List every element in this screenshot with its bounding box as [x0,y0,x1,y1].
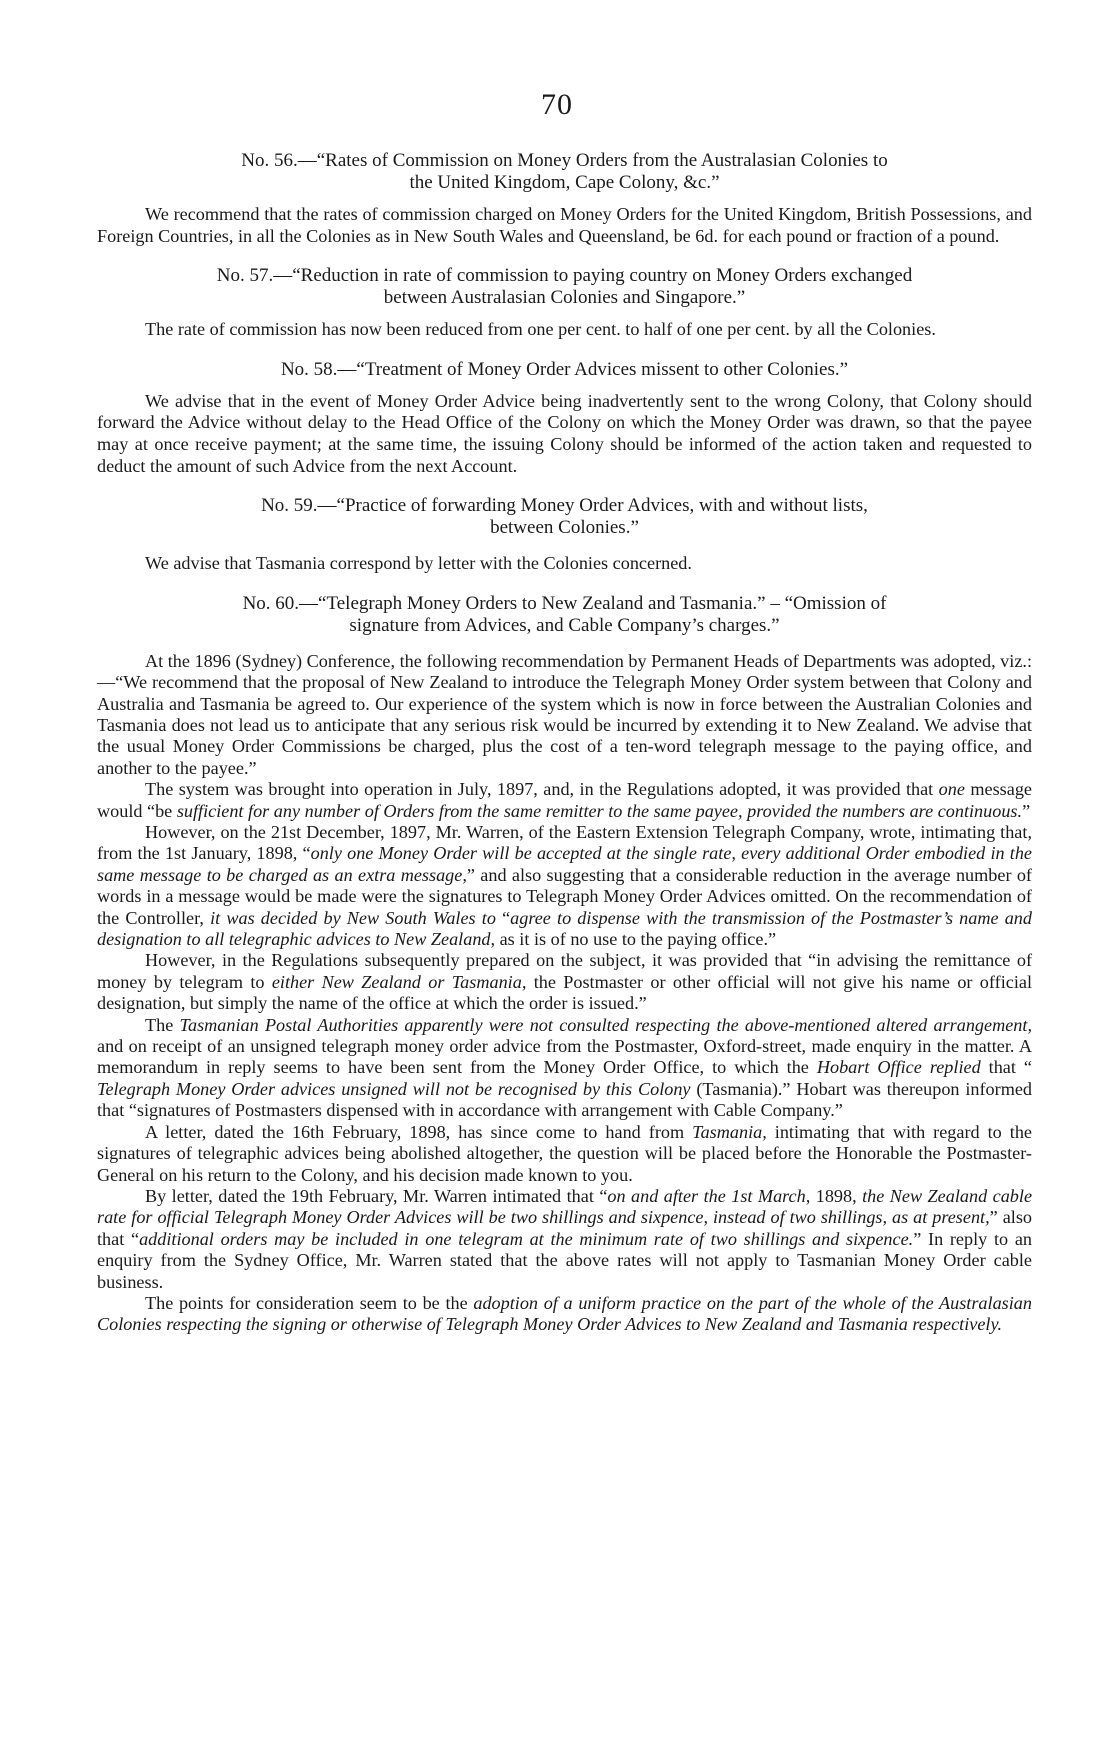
p2-italic-b: one [938,779,965,800]
p5-text-c: and on receipt of an unsigned telegraph money order advice from the Postmaster, Oxford-street, made enquiry in the matter. A memorandum in reply seems to have been sent from the Money Order Office, to which the [97,1036,1032,1078]
section-59-heading-line-2: between Colonies.” [490,517,639,539]
p3-text-g: as it is of no use to the paying office.” [495,929,777,950]
p3-italic-d: it was decided by New South Wales to [210,907,496,928]
section-57-heading [142,265,987,309]
p3-text-e: “ [495,907,511,928]
p5-italic-b: Tasmanian Postal Authorities apparently were not consulted respecting the above-mentioned altered arrangement, [179,1014,1032,1035]
section-60-paragraph-7 [97,1186,1032,1293]
section-59-heading-line-1: No. 59.—“Practice of forwarding Money Order Advices, with and without lists, [261,495,868,517]
page-number: 70 [541,88,573,121]
section-60-paragraph-2 [97,779,1032,822]
p5-italic-d: Hobart Office replied [816,1057,981,1078]
section-58-paragraph: We advise that in the event of Money Order Advice being inadvertently sent to the wrong Colony, that Colony should forward the Advice without delay to the Head Office of the Colony on which the Money Order was drawn, so that the payee may at once receive payment; at the same time, the issuing Colony should be informed of the action taken and requested to deduct the amount of such Advice from the next Account. [97,390,1032,476]
section-57-heading-line-2: between Australasian Colonies and Singapore.” [383,287,746,309]
p5-text-g: (Tasmania).” Hobart was thereupon informed that “signatures of Postmasters dispensed with in accordance with arrangement with Cable Company.” [97,1078,1033,1121]
p2-italic-d: sufficient for any number of Orders from the same remitter to the same payee, provided the numbers are continuous. [176,800,1023,821]
section-60-heading-line-2: signature from Advices, and Cable Company’s charges.” [349,614,780,636]
section-57-heading-line-1: No. 57.—“Reduction in rate of commission to paying country on Money Orders exchanged [216,265,913,287]
p7-text-e: ” also that “ [97,1207,1032,1249]
p7-italic-d: the New Zealand cable rate for official Telegraph Money Order Advices will be two shillings and sixpence, instead of two shillings, as at present, [97,1185,1033,1228]
p2-text-c: message would “be [97,779,1032,821]
section-60-paragraph-8 [97,1293,1032,1336]
p4-text-c: the Postmaster or other official will not give his name or official designation, but simply the name of the office at which the order is issued.” [97,971,1032,1014]
section-58-heading [142,359,987,381]
p3-text-a: However, on the 21st December, 1897, Mr. Warren, of the Eastern Extension Telegraph Company, wrote, intimating that, from the 1st January, 1898, “ [97,822,1032,864]
p3-italic-b: only one Money Order will be accepted at the single rate, every additional Order embodied in the same message to be charged as an extra message, [97,843,1032,885]
section-56-paragraph: We recommend that the rates of commission charged on Money Orders for the United Kingdom, British Possessions, and Foreign Countries, in all the Colonies as in New South Wales and Queensland, be 6d. for each pound or fraction of a pound. [97,204,1032,246]
p7-italic-f: additional orders may be included in one telegram at the minimum rate of two shillings and sixpence. [139,1228,914,1249]
section-60-heading [142,593,987,637]
p7-text-a: By letter, dated the 19th February, Mr. Warren intimated that “ [145,1185,608,1206]
p7-text-g: ” In reply to an enquiry from the Sydney Office, Mr. Warren stated that the above rates will not apply to Tasmanian Money Order cable business. [97,1228,1033,1292]
p7-italic-b: on and after the 1st March, [607,1185,811,1206]
section-56-heading [142,150,987,194]
section-60-paragraph-3 [97,822,1032,950]
section-57-paragraph: The rate of commission has now been reduced from one per cent. to half of one per cent. by all the Colonies. [145,319,936,340]
section-56-heading-line-2: the United Kingdom, Cape Colony, &c.” [409,172,720,193]
p4-italic-b: either New Zealand or Tasmania, [271,971,527,992]
section-60-paragraph-5 [97,1015,1032,1122]
p6-text-c: intimating that with regard to the signatures of telegraphic advices being abolished altogether, the question will be placed before the Honorable the Postmaster-General on his return to the Colony, and his decision made known to you. [97,1121,1033,1185]
p8-italic-b: adoption of a uniform practice on the part of the whole of the Australasian Colonies respecting the signing or otherwise of Telegraph Money Order Advices to New Zealand and Tasmania respectively. [97,1292,1032,1335]
p8-text-a: The points for consideration seem to be the [145,1292,474,1313]
section-59-heading [142,495,987,539]
p3-italic-f: agree to dispense with the transmission of the Postmaster’s name and designation to all telegraphic advices to New Zealand, [97,907,1032,950]
p5-text-e: that “ [980,1057,1032,1078]
p6-text-a: A letter, dated the 16th February, 1898, has since come to hand from [145,1121,693,1142]
p2-text-e: ” [1022,800,1031,821]
p3-text-c: ” and also suggesting that a considerable reduction in the average number of words in a message would be made were the signatures to Telegraph Money Order Advices omitted. On the recommendation of the Controller, [97,864,1032,928]
section-60-paragraph-6 [97,1122,1032,1186]
section-56-heading-line-1: No. 56.—“Rates of Commission on Money Orders from the Australasian Colonies to [241,150,888,171]
p6-italic-b: Tasmania, [692,1121,767,1142]
p5-text-a: The [145,1014,180,1035]
section-60-paragraph-1: At the 1896 (Sydney) Conference, the following recommendation by Permanent Heads of Departments was adopted, viz.:—“We recommend that the proposal of New Zealand to introduce the Telegraph Money Order system between that Colony and Australia and Tasmania be agreed to. Our experience of the system which is now in force between the Australian Colonies and Tasmania does not lead us to anticipate that any serious risk would be incurred by extending it to New Zealand. We advise that the usual Money Order Commissions be charged, plus the cost of a ten-word telegraph message to the paying office, and another to the payee.” [97,650,1032,778]
section-58-heading-line-1: No. 58.—“Treatment of Money Order Advices missent to other Colonies.” [280,358,849,380]
p5-italic-f: Telegraph Money Order advices unsigned will not be recognised by this Colony [97,1078,691,1099]
section-60-paragraph-4 [97,950,1032,1014]
p2-text-a: The system was brought into operation in July, 1897, and, in the Regulations adopted, it was provided that [145,779,939,800]
p4-text-a: However, in the Regulations subsequently prepared on the subject, it was provided that “in advising the remittance of money by telegram to [97,950,1032,992]
p7-text-c: 1898, [810,1185,863,1206]
page-content [97,150,1032,1336]
section-59-paragraph: We advise that Tasmania correspond by letter with the Colonies concerned. [145,553,692,574]
section-60-heading-line-1: No. 60.—“Telegraph Money Orders to New Zealand and Tasmania.” – “Omission of [242,592,887,614]
